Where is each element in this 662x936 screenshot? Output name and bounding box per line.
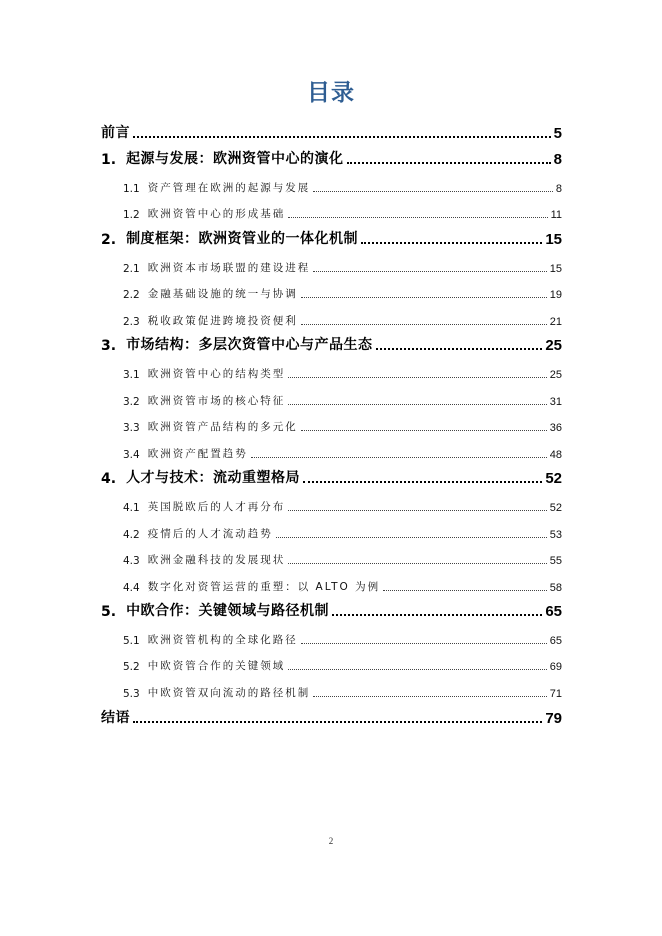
toc-entry-section[interactable] — [101, 278, 562, 305]
toc-entry-number: 1. — [101, 152, 117, 169]
toc-entry-number: 4.2 — [123, 528, 140, 541]
toc-entry-number: 2. — [101, 231, 117, 248]
toc-entry-chapter[interactable] — [101, 145, 562, 172]
toc-entry-number: 1.2 — [123, 209, 140, 222]
toc-entry-page: 5 — [553, 124, 562, 142]
toc-title: 目录 — [307, 80, 355, 106]
toc-entry-chapter[interactable] — [101, 703, 562, 730]
toc-entry-page: 65 — [549, 634, 562, 647]
toc-entry-page: 53 — [549, 528, 562, 541]
toc-entry-page: 15 — [545, 230, 562, 248]
toc-entry-page: 25 — [545, 337, 562, 355]
toc-entry-number: 4.4 — [123, 581, 140, 594]
dot-leader — [288, 563, 547, 564]
dot-leader — [332, 614, 542, 616]
toc-entry-section[interactable] — [101, 411, 562, 438]
toc-entry-label: 欧洲资管中心的结构类型 — [147, 367, 286, 380]
dot-leader — [301, 324, 547, 325]
toc-entry-label: 起源与发展：欧洲资管中心的演化 — [126, 151, 344, 168]
toc-entry-number: 3.3 — [123, 422, 140, 435]
toc-entry-chapter[interactable] — [101, 224, 562, 251]
toc-entry-page: 48 — [549, 448, 562, 461]
toc-entry-label: 市场结构：多层次资管中心与产品生态 — [126, 337, 373, 354]
toc-entry-label: 疫情后的人才流动趋势 — [147, 527, 273, 540]
toc-entry-label: 数字化对资管运营的重塑：以 ALTO 为例 — [147, 580, 381, 593]
toc-entry-page: 79 — [545, 709, 562, 727]
dot-leader — [303, 481, 542, 483]
toc-entry-label: 英国脱欧后的人才再分布 — [147, 500, 286, 513]
toc-entry-label: 金融基础设施的统一与协调 — [147, 288, 298, 301]
toc-entry-number: 5.2 — [123, 661, 140, 674]
toc-entry-label: 制度框架：欧洲资管业的一体化机制 — [126, 230, 359, 247]
toc-entry-page: 71 — [549, 688, 562, 701]
toc-entry-section[interactable] — [101, 251, 562, 278]
dot-leader — [347, 162, 551, 164]
toc-entry-label: 中欧资管合作的关键领域 — [147, 660, 286, 673]
toc-entry-page: 52 — [549, 501, 562, 514]
toc-entry-page: 15 — [549, 262, 562, 275]
dot-leader — [376, 348, 543, 350]
toc-entry-label: 资产管理在欧洲的起源与发展 — [147, 181, 311, 194]
toc-entry-section[interactable] — [101, 304, 562, 331]
toc-entry-page: 65 — [545, 603, 562, 621]
toc-entry-page: 25 — [549, 368, 562, 381]
toc-entry-number: 5.3 — [123, 688, 140, 701]
dot-leader — [313, 271, 547, 272]
toc-entry-number: 4.1 — [123, 501, 140, 514]
toc-entry-section[interactable] — [101, 171, 562, 198]
toc-entry-section[interactable] — [101, 384, 562, 411]
toc-entry-page: 19 — [549, 289, 562, 302]
toc-entry-number: 3.2 — [123, 395, 140, 408]
toc-entry-label: 欧洲资管中心的形成基础 — [147, 208, 286, 221]
toc-entry-chapter[interactable] — [101, 118, 562, 145]
toc-entry-number: 2.3 — [123, 315, 140, 328]
dot-leader — [301, 297, 547, 298]
toc-entry-label: 中欧合作：关键领域与路径机制 — [126, 603, 330, 620]
toc-entry-label: 结语 — [101, 709, 130, 726]
toc-entry-section[interactable] — [101, 437, 562, 464]
dot-leader — [301, 430, 547, 431]
page-number: 2 — [328, 836, 334, 846]
toc-entry-section[interactable] — [101, 570, 562, 597]
toc-entry-chapter[interactable] — [101, 331, 562, 358]
toc-entry-label: 欧洲金融科技的发展现状 — [147, 554, 286, 567]
dot-leader — [313, 191, 553, 192]
toc-entry-label: 人才与技术：流动重塑格局 — [126, 470, 301, 487]
toc-entry-chapter[interactable] — [101, 597, 562, 624]
toc-entry-page: 8 — [555, 182, 562, 195]
toc-entry-label: 欧洲资管机构的全球化路径 — [147, 633, 298, 646]
toc-entry-page: 11 — [550, 209, 562, 222]
dot-leader — [251, 457, 547, 458]
toc-entry-section[interactable] — [101, 490, 562, 517]
toc-entry-label: 欧洲资产配置趋势 — [147, 447, 248, 460]
dot-leader — [276, 537, 547, 538]
toc-entry-chapter[interactable] — [101, 464, 562, 491]
toc-entry-page: 55 — [549, 555, 562, 568]
toc-entry-number: 3.4 — [123, 448, 140, 461]
dot-leader — [361, 242, 542, 244]
dot-leader — [133, 721, 542, 723]
toc-entry-page: 8 — [553, 151, 562, 169]
toc-entry-section[interactable] — [101, 676, 562, 703]
dot-leader — [288, 404, 547, 405]
toc-entry-section[interactable] — [101, 650, 562, 677]
toc-entry-number: 2.1 — [123, 262, 140, 275]
toc-entry-number: 2.2 — [123, 289, 140, 302]
dot-leader — [383, 590, 547, 591]
toc-entry-page: 69 — [549, 661, 562, 674]
toc-entry-number: 5. — [101, 604, 117, 621]
toc-entry-section[interactable] — [101, 198, 562, 225]
toc-entry-number: 1.1 — [123, 182, 140, 195]
dot-leader — [288, 377, 547, 378]
dot-leader — [301, 643, 547, 644]
toc-entry-label: 欧洲资管市场的核心特征 — [147, 394, 286, 407]
toc-entry-page: 31 — [549, 395, 562, 408]
toc-entry-number: 5.1 — [123, 634, 140, 647]
toc-entry-section[interactable] — [101, 357, 562, 384]
toc-entry-label: 欧洲资管产品结构的多元化 — [147, 421, 298, 434]
dot-leader — [288, 217, 547, 218]
toc-entry-number: 3.1 — [123, 368, 140, 381]
toc-entry-page: 36 — [549, 422, 562, 435]
table-of-contents — [101, 118, 562, 730]
toc-entry-section[interactable] — [101, 544, 562, 571]
toc-entry-number: 4. — [101, 471, 117, 488]
toc-entry-number: 3. — [101, 338, 117, 355]
toc-entry-number: 4.3 — [123, 555, 140, 568]
toc-entry-page: 58 — [549, 581, 562, 594]
dot-leader — [288, 669, 547, 670]
toc-entry-page: 52 — [545, 470, 562, 488]
dot-leader — [288, 510, 547, 511]
toc-entry-section[interactable] — [101, 517, 562, 544]
dot-leader — [313, 696, 547, 697]
toc-entry-label: 税收政策促进跨境投资便利 — [147, 314, 298, 327]
toc-entry-label: 欧洲资本市场联盟的建设进程 — [147, 261, 311, 274]
dot-leader — [133, 136, 551, 138]
toc-entry-page: 21 — [549, 315, 562, 328]
toc-entry-label: 前言 — [101, 124, 130, 141]
toc-entry-label: 中欧资管双向流动的路径机制 — [147, 687, 311, 700]
toc-entry-section[interactable] — [101, 623, 562, 650]
